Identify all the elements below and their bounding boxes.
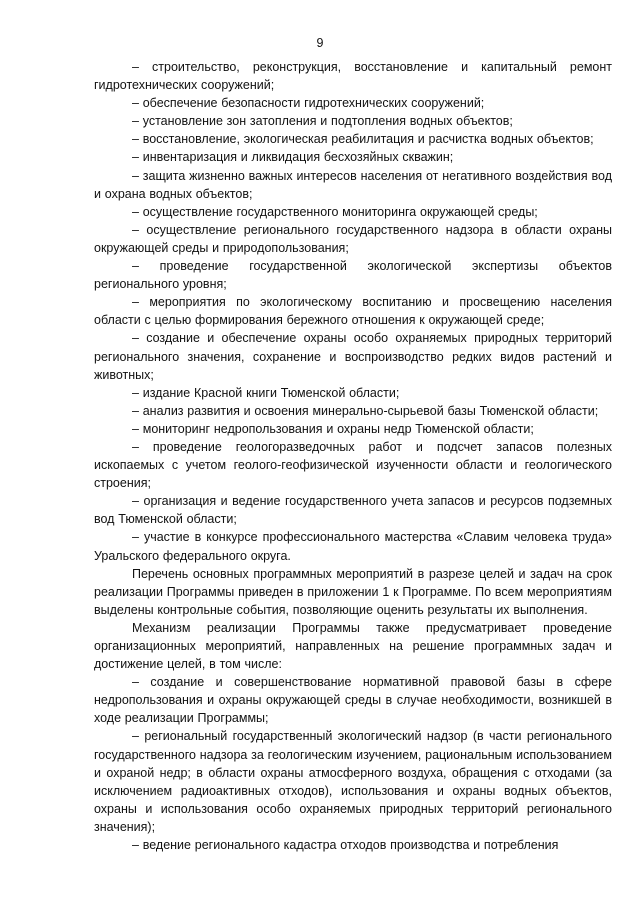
bullet-groundwater-accounting: – организация и ведение государственного учета запасов и ресурсов подземных вод Тюменской области; bbox=[94, 494, 612, 527]
bullet-subsoil-monitoring: – мониторинг недропользования и охраны недр Тюменской области; bbox=[132, 421, 534, 436]
bullet-waste-cadastre: – ведение регионального кадастра отходов производства и потребления bbox=[132, 838, 559, 853]
bullet-env-monitoring: – осуществление государственного мониторинга окружающей среды; bbox=[132, 204, 538, 219]
bullet-hydro-construction: – строительство, реконструкция, восстановление и капитальный ремонт гидротехнических сооружений; bbox=[94, 60, 612, 93]
bullet-flood-zones: – установление зон затопления и подтопления водных объектов; bbox=[132, 114, 513, 129]
bullet-hydro-safety: – обеспечение безопасности гидротехнических сооружений; bbox=[132, 96, 485, 111]
bullet-water-protection: – защита жизненно важных интересов населения от негативного воздействия вод и охрана водных объектов; bbox=[94, 168, 612, 201]
bullet-eco-supervision: – региональный государственный экологический надзор (в части регионального государственного надзора за геологическим изучением, рациональным использованием и охраной недр; в области охраны атмосферного воздуха, обращения с отходами (за исключением радиоактивных отходов), использования и охраны водных объектов, охраны и использования особо охраняемых природных территорий регионального значения); bbox=[94, 729, 612, 834]
bullet-water-restoration: – восстановление, экологическая реабилитация и расчистка водных объектов; bbox=[132, 132, 594, 147]
paragraph-program-activities: Перечень основных программных мероприятий в разрезе целей и задач на срок реализации Программы приведен в приложении 1 к Программе. По всем мероприятиям выделены контрольные события, позволяющие оценить результаты их выполнения. bbox=[94, 566, 612, 617]
bullet-regional-supervision: – осуществление регионального государственного надзора в области охраны окружающей среды и природопользования; bbox=[94, 222, 612, 255]
bullet-eco-education: – мероприятия по экологическому воспитанию и просвещению населения области с целью формирования бережного отношения к окружающей среде; bbox=[94, 295, 612, 328]
paragraph-implementation-mechanism: Механизм реализации Программы также предусматривает проведение организационных мероприятий, направленных на решение программных задач и достижение целей, в том числе: bbox=[94, 620, 612, 672]
bullet-protected-areas: – создание и обеспечение охраны особо охраняемых природных территорий регионального значения, сохранение и воспроизводство редких видов растений и животных; bbox=[94, 331, 612, 382]
bullet-regulatory-framework: – создание и совершенствование нормативной правовой базы в сфере недропользования и охраны окружающей среды в случае необходимости, возникшей в ходе реализации Программы; bbox=[94, 675, 612, 726]
bullet-wells-inventory: – инвентаризация и ликвидация бесхозяйных скважин; bbox=[132, 150, 454, 165]
body-text bbox=[94, 58, 612, 854]
bullet-eco-expertise: – проведение государственной экологической экспертизы объектов регионального уровня; bbox=[94, 259, 612, 292]
bullet-red-book: – издание Красной книги Тюменской области; bbox=[132, 385, 400, 400]
bullet-labor-contest: – участие в конкурсе профессионального мастерства «Славим человека труда» Уральского федерального округа. bbox=[94, 530, 612, 563]
bullet-mineral-analysis: – анализ развития и освоения минерально-сырьевой базы Тюменской области; bbox=[132, 403, 599, 418]
page-number: 9 bbox=[316, 36, 324, 50]
bullet-geological-exploration: – проведение геологоразведочных работ и подсчет запасов полезных ископаемых с учетом геолого-геофизической изученности области и геологического строения; bbox=[94, 439, 612, 491]
